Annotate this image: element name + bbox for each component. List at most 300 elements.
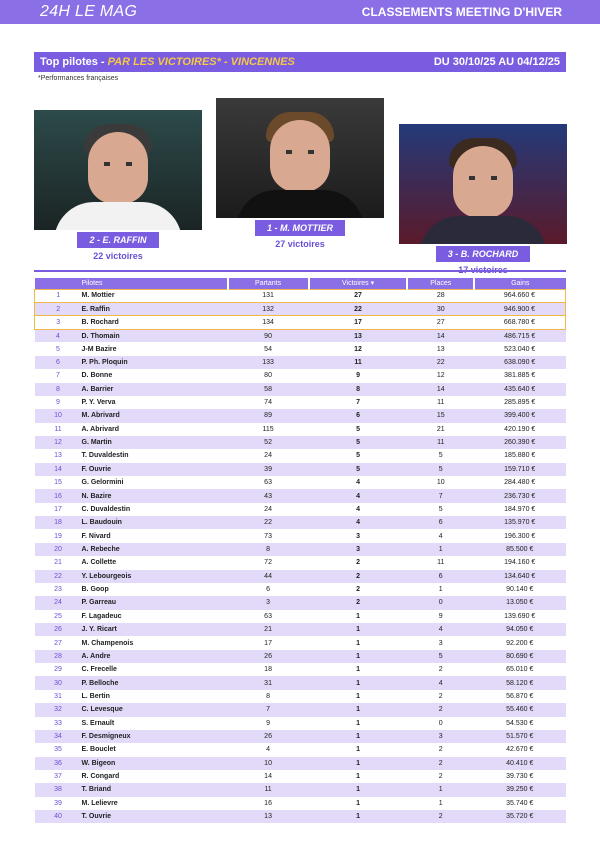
table-row (35, 556, 566, 569)
cell-places: 2 (407, 810, 474, 823)
cell-pilot: Y. Lebourgeois (82, 570, 228, 583)
cell-victoires: 12 (309, 342, 408, 355)
cell-gains: 399.400 € (474, 409, 566, 422)
date-range: DU 30/10/25 AU 04/12/25 (433, 56, 560, 68)
table-row (35, 423, 566, 436)
cell-partants: 26 (228, 650, 309, 663)
cell-rank: 8 (35, 383, 82, 396)
cell-rank: 39 (35, 797, 82, 810)
cell-places: 2 (407, 663, 474, 676)
cell-places: 4 (407, 529, 474, 542)
cell-partants: 89 (228, 409, 309, 422)
cell-victoires: 1 (309, 703, 408, 716)
cell-victoires: 5 (309, 449, 408, 462)
cell-rank: 26 (35, 623, 82, 636)
cell-places: 6 (407, 516, 474, 529)
cell-victoires: 7 (309, 396, 408, 409)
cell-gains: 381.885 € (474, 369, 566, 382)
cell-victoires: 4 (309, 503, 408, 516)
cell-partants: 4 (228, 743, 309, 756)
table-row (35, 810, 566, 823)
cell-victoires: 1 (309, 717, 408, 730)
cell-rank: 9 (35, 396, 82, 409)
cell-places: 13 (407, 342, 474, 355)
cell-partants: 7 (228, 703, 309, 716)
cell-places: 22 (407, 356, 474, 369)
cell-victoires: 1 (309, 743, 408, 756)
cell-places: 2 (407, 703, 474, 716)
cell-places: 1 (407, 583, 474, 596)
cell-rank: 16 (35, 489, 82, 502)
cell-gains: 42.670 € (474, 743, 566, 756)
cell-rank: 31 (35, 690, 82, 703)
cell-gains: 54.530 € (474, 717, 566, 730)
cell-gains: 134.640 € (474, 570, 566, 583)
table-row (35, 449, 566, 462)
table-row (35, 757, 566, 770)
cell-pilot: M. Abrivard (82, 409, 228, 422)
table-row (35, 516, 566, 529)
cell-rank: 4 (35, 329, 82, 342)
cell-gains: 185.880 € (474, 449, 566, 462)
cell-partants: 6 (228, 583, 309, 596)
divider (34, 270, 566, 272)
cell-pilot: M. Lelievre (82, 797, 228, 810)
cell-victoires: 2 (309, 596, 408, 609)
cell-rank: 7 (35, 369, 82, 382)
cell-rank: 14 (35, 463, 82, 476)
table-row (35, 463, 566, 476)
cell-places: 5 (407, 449, 474, 462)
cell-places: 21 (407, 423, 474, 436)
cell-victoires: 1 (309, 650, 408, 663)
cell-partants: 26 (228, 730, 309, 743)
cell-pilot: E. Raffin (82, 302, 228, 315)
cell-partants: 21 (228, 623, 309, 636)
cell-places: 7 (407, 489, 474, 502)
cell-pilot: D. Bonne (82, 369, 228, 382)
cell-rank: 17 (35, 503, 82, 516)
cell-partants: 133 (228, 356, 309, 369)
cell-gains: 65.010 € (474, 663, 566, 676)
cell-pilot: A. Abrivard (82, 423, 228, 436)
cell-pilot: N. Bazire (82, 489, 228, 502)
cell-rank: 40 (35, 810, 82, 823)
cell-rank: 32 (35, 703, 82, 716)
table-row (35, 730, 566, 743)
cell-pilot: F. Desmigneux (82, 730, 228, 743)
cell-places: 5 (407, 650, 474, 663)
cell-gains: 13.050 € (474, 596, 566, 609)
cell-places: 11 (407, 396, 474, 409)
cell-victoires: 1 (309, 757, 408, 770)
cell-gains: 85.500 € (474, 543, 566, 556)
driver-photo (216, 98, 384, 218)
cell-victoires: 1 (309, 610, 408, 623)
cell-gains: 55.460 € (474, 703, 566, 716)
cell-pilot: W. Bigeon (82, 757, 228, 770)
cell-partants: 3 (228, 596, 309, 609)
cell-pilot: A. Barrier (82, 383, 228, 396)
table-row (35, 610, 566, 623)
cell-pilot: P. Garreau (82, 596, 228, 609)
ranking-table (34, 278, 566, 823)
cell-pilot: B. Rochard (82, 316, 228, 329)
cell-pilot: T. Ouvrie (82, 810, 228, 823)
cell-gains: 35.720 € (474, 810, 566, 823)
cell-places: 5 (407, 503, 474, 516)
cell-gains: 964.660 € (474, 289, 566, 302)
table-row (35, 797, 566, 810)
cell-partants: 39 (228, 463, 309, 476)
cell-partants: 31 (228, 676, 309, 689)
cell-pilot: P. Ph. Ploquin (82, 356, 228, 369)
cell-gains: 39.250 € (474, 783, 566, 796)
cell-pilot: F. Lagadeuc (82, 610, 228, 623)
driver-photo (34, 110, 202, 230)
table-row (35, 409, 566, 422)
cell-rank: 33 (35, 717, 82, 730)
cell-partants: 8 (228, 690, 309, 703)
cell-rank: 23 (35, 583, 82, 596)
cell-places: 10 (407, 476, 474, 489)
podium-wins: 27 victoires (275, 239, 325, 249)
podium-first (216, 98, 384, 249)
cell-gains: 946.900 € (474, 302, 566, 315)
cell-gains: 184.970 € (474, 503, 566, 516)
cell-pilot: M. Mottier (82, 289, 228, 302)
cell-places: 2 (407, 690, 474, 703)
cell-victoires: 1 (309, 636, 408, 649)
table-row (35, 623, 566, 636)
cell-places: 9 (407, 610, 474, 623)
cell-victoires: 4 (309, 489, 408, 502)
col-partants: Partants (228, 278, 309, 289)
table-row (35, 570, 566, 583)
cell-rank: 13 (35, 449, 82, 462)
table-row (35, 342, 566, 355)
cell-rank: 38 (35, 783, 82, 796)
ranking-title-bar (34, 52, 566, 72)
cell-places: 28 (407, 289, 474, 302)
cell-places: 14 (407, 383, 474, 396)
cell-gains: 39.730 € (474, 770, 566, 783)
col-rank (35, 278, 82, 289)
cell-rank: 20 (35, 543, 82, 556)
table-row (35, 503, 566, 516)
cell-rank: 18 (35, 516, 82, 529)
podium-label: 3 - B. ROCHARD (436, 246, 531, 262)
cell-victoires: 2 (309, 583, 408, 596)
cell-partants: 22 (228, 516, 309, 529)
cell-places: 14 (407, 329, 474, 342)
cell-pilot: A. Andre (82, 650, 228, 663)
table-row (35, 690, 566, 703)
table-row (35, 302, 566, 315)
table-row (35, 783, 566, 796)
cell-victoires: 1 (309, 810, 408, 823)
table-row (35, 356, 566, 369)
cell-rank: 19 (35, 529, 82, 542)
cell-partants: 13 (228, 810, 309, 823)
cell-partants: 18 (228, 663, 309, 676)
cell-rank: 21 (35, 556, 82, 569)
podium-label: 2 - E. RAFFIN (77, 232, 158, 248)
cell-partants: 90 (228, 329, 309, 342)
table-row (35, 289, 566, 302)
table-row (35, 436, 566, 449)
cell-partants: 131 (228, 289, 309, 302)
cell-pilot: M. Champenois (82, 636, 228, 649)
cell-rank: 35 (35, 743, 82, 756)
cell-victoires: 17 (309, 316, 408, 329)
magazine-brand: 24H LE MAG (40, 3, 138, 20)
cell-partants: 24 (228, 503, 309, 516)
cell-victoires: 1 (309, 690, 408, 703)
cell-victoires: 1 (309, 797, 408, 810)
cell-victoires: 2 (309, 570, 408, 583)
cell-gains: 94.050 € (474, 623, 566, 636)
cell-places: 4 (407, 623, 474, 636)
cell-pilot: R. Congard (82, 770, 228, 783)
cell-gains: 51.570 € (474, 730, 566, 743)
cell-pilot: P. Belloche (82, 676, 228, 689)
cell-gains: 284.480 € (474, 476, 566, 489)
cell-gains: 90.140 € (474, 583, 566, 596)
cell-gains: 35.740 € (474, 797, 566, 810)
cell-pilot: F. Nivard (82, 529, 228, 542)
cell-places: 2 (407, 757, 474, 770)
cell-pilot: T. Duvaldestin (82, 449, 228, 462)
cell-partants: 24 (228, 449, 309, 462)
cell-gains: 80.690 € (474, 650, 566, 663)
title-highlight: PAR LES VICTOIRES* - VINCENNES (107, 56, 295, 68)
cell-pilot: T. Briand (82, 783, 228, 796)
cell-gains: 58.120 € (474, 676, 566, 689)
cell-rank: 5 (35, 342, 82, 355)
cell-victoires: 4 (309, 516, 408, 529)
cell-victoires: 1 (309, 783, 408, 796)
cell-gains: 260.390 € (474, 436, 566, 449)
cell-places: 1 (407, 797, 474, 810)
table-row (35, 383, 566, 396)
cell-victoires: 1 (309, 676, 408, 689)
podium-second (34, 110, 202, 261)
cell-partants: 16 (228, 797, 309, 810)
cell-rank: 15 (35, 476, 82, 489)
cell-pilot: P. Y. Verva (82, 396, 228, 409)
table-row (35, 369, 566, 382)
cell-victoires: 1 (309, 623, 408, 636)
cell-gains: 135.970 € (474, 516, 566, 529)
cell-gains: 139.690 € (474, 610, 566, 623)
cell-places: 4 (407, 676, 474, 689)
cell-gains: 638.090 € (474, 356, 566, 369)
cell-pilot: C. Duvaldestin (82, 503, 228, 516)
cell-pilot: J-M Bazire (82, 342, 228, 355)
cell-partants: 80 (228, 369, 309, 382)
cell-rank: 34 (35, 730, 82, 743)
cell-gains: 159.710 € (474, 463, 566, 476)
cell-partants: 52 (228, 436, 309, 449)
cell-pilot: C. Levesque (82, 703, 228, 716)
cell-victoires: 5 (309, 423, 408, 436)
cell-partants: 8 (228, 543, 309, 556)
cell-places: 2 (407, 743, 474, 756)
cell-partants: 10 (228, 757, 309, 770)
cell-places: 6 (407, 570, 474, 583)
podium-wins: 22 victoires (93, 251, 143, 261)
cell-gains: 92.200 € (474, 636, 566, 649)
cell-rank: 37 (35, 770, 82, 783)
cell-pilot: G. Martin (82, 436, 228, 449)
cell-pilot: L. Bertin (82, 690, 228, 703)
cell-gains: 194.160 € (474, 556, 566, 569)
cell-rank: 6 (35, 356, 82, 369)
cell-gains: 420.190 € (474, 423, 566, 436)
cell-partants: 17 (228, 636, 309, 649)
table-row (35, 489, 566, 502)
cell-gains: 56.870 € (474, 690, 566, 703)
cell-rank: 29 (35, 663, 82, 676)
cell-victoires: 2 (309, 556, 408, 569)
cell-partants: 43 (228, 489, 309, 502)
cell-rank: 36 (35, 757, 82, 770)
cell-places: 5 (407, 463, 474, 476)
cell-rank: 10 (35, 409, 82, 422)
table-row (35, 650, 566, 663)
cell-victoires: 8 (309, 383, 408, 396)
cell-rank: 12 (35, 436, 82, 449)
cell-victoires: 3 (309, 529, 408, 542)
cell-places: 0 (407, 717, 474, 730)
podium-label: 1 - M. MOTTIER (255, 220, 345, 236)
cell-victoires: 5 (309, 463, 408, 476)
cell-partants: 132 (228, 302, 309, 315)
cell-pilot: E. Bouclet (82, 743, 228, 756)
cell-victoires: 1 (309, 730, 408, 743)
col-victoires[interactable]: Victoires ▾ (309, 278, 408, 289)
cell-gains: 668.780 € (474, 316, 566, 329)
table-row (35, 717, 566, 730)
table-row (35, 476, 566, 489)
cell-partants: 44 (228, 570, 309, 583)
cell-rank: 22 (35, 570, 82, 583)
cell-pilot: J. Y. Ricart (82, 623, 228, 636)
cell-gains: 40.410 € (474, 757, 566, 770)
cell-pilot: F. Ouvrie (82, 463, 228, 476)
cell-partants: 9 (228, 717, 309, 730)
cell-pilot: C. Frecelle (82, 663, 228, 676)
cell-places: 12 (407, 369, 474, 382)
section-title: CLASSEMENTS MEETING D'HIVER (361, 5, 562, 19)
cell-gains: 196.300 € (474, 529, 566, 542)
cell-pilot: L. Baudouin (82, 516, 228, 529)
driver-photo (399, 124, 567, 244)
col-pilotes: Pilotes (82, 278, 228, 289)
cell-pilot: A. Rebeche (82, 543, 228, 556)
cell-victoires: 1 (309, 770, 408, 783)
cell-pilot: G. Gelormini (82, 476, 228, 489)
cell-partants: 134 (228, 316, 309, 329)
table-row (35, 663, 566, 676)
cell-rank: 2 (35, 302, 82, 315)
cell-partants: 11 (228, 783, 309, 796)
cell-places: 3 (407, 636, 474, 649)
table-row (35, 316, 566, 329)
cell-places: 27 (407, 316, 474, 329)
cell-places: 3 (407, 730, 474, 743)
cell-gains: 236.730 € (474, 489, 566, 502)
cell-rank: 11 (35, 423, 82, 436)
cell-victoires: 1 (309, 663, 408, 676)
cell-places: 2 (407, 770, 474, 783)
title-prefix: Top pilotes - (40, 56, 108, 68)
cell-rank: 25 (35, 610, 82, 623)
cell-victoires: 6 (309, 409, 408, 422)
cell-victoires: 11 (309, 356, 408, 369)
cell-partants: 74 (228, 396, 309, 409)
cell-victoires: 9 (309, 369, 408, 382)
table-row (35, 676, 566, 689)
cell-rank: 24 (35, 596, 82, 609)
col-places: Places (407, 278, 474, 289)
cell-partants: 73 (228, 529, 309, 542)
cell-rank: 30 (35, 676, 82, 689)
table-row (35, 703, 566, 716)
col-gains: Gains (474, 278, 566, 289)
cell-rank: 3 (35, 316, 82, 329)
cell-gains: 285.895 € (474, 396, 566, 409)
cell-rank: 1 (35, 289, 82, 302)
cell-places: 15 (407, 409, 474, 422)
ranking-title (40, 56, 295, 68)
cell-gains: 486.715 € (474, 329, 566, 342)
table-row (35, 636, 566, 649)
cell-victoires: 5 (309, 436, 408, 449)
cell-gains: 523.040 € (474, 342, 566, 355)
table-row (35, 743, 566, 756)
table-row (35, 770, 566, 783)
cell-places: 1 (407, 783, 474, 796)
cell-gains: 435.640 € (474, 383, 566, 396)
top-banner (0, 0, 600, 24)
cell-places: 30 (407, 302, 474, 315)
cell-victoires: 22 (309, 302, 408, 315)
cell-partants: 54 (228, 342, 309, 355)
cell-places: 1 (407, 543, 474, 556)
cell-places: 11 (407, 436, 474, 449)
table-row (35, 596, 566, 609)
cell-partants: 72 (228, 556, 309, 569)
cell-victoires: 4 (309, 476, 408, 489)
cell-pilot: S. Ernault (82, 717, 228, 730)
table-row (35, 543, 566, 556)
table-header (35, 278, 566, 289)
table-row (35, 396, 566, 409)
table-row (35, 583, 566, 596)
cell-places: 0 (407, 596, 474, 609)
cell-places: 11 (407, 556, 474, 569)
podium-third (399, 124, 567, 275)
cell-rank: 28 (35, 650, 82, 663)
cell-victoires: 13 (309, 329, 408, 342)
table-row (35, 329, 566, 342)
cell-victoires: 3 (309, 543, 408, 556)
cell-partants: 63 (228, 610, 309, 623)
cell-pilot: B. Goop (82, 583, 228, 596)
cell-partants: 115 (228, 423, 309, 436)
